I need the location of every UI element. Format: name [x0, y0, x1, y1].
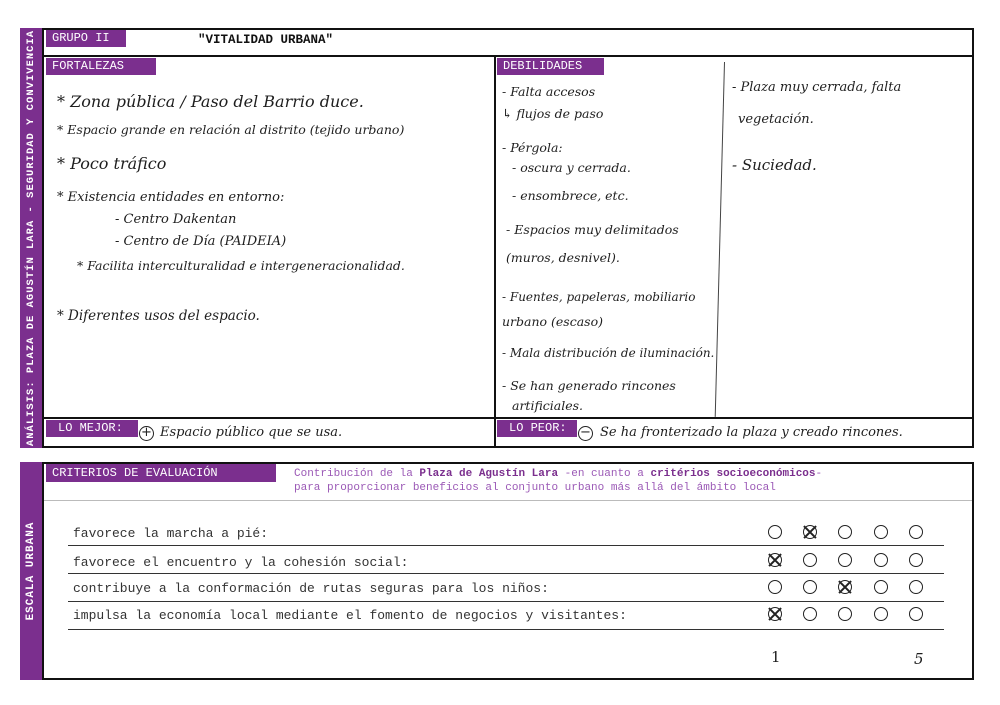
scale-max-label: 5 [914, 650, 924, 668]
rating-circle[interactable] [838, 525, 852, 539]
rating-circle[interactable] [803, 607, 817, 621]
side-strip-escala [20, 462, 42, 680]
rating-circle-marked[interactable] [768, 607, 782, 621]
debilidad-note: - Mala distribución de iluminación. [502, 346, 715, 360]
criterios-description-line2: para proporcionar beneficios al conjunto urbano más allá del ámbito local [294, 482, 776, 494]
debilidad-note: - Suciedad. [732, 156, 817, 174]
row-divider [68, 545, 944, 546]
side-strip-analysis [20, 28, 42, 448]
debilidad-note: - oscura y cerrada. [512, 160, 631, 175]
fortaleza-note: * Espacio grande en relación al distrito (tejido urbano) [57, 122, 405, 137]
rating-circle[interactable] [803, 580, 817, 594]
criterion-text: impulsa la economía local mediante el fomento de negocios y visitantes: [73, 608, 627, 623]
debilidad-note: - ensombrece, etc. [512, 188, 629, 203]
plus-icon: + [139, 426, 154, 441]
criterios-header-rule [44, 500, 972, 501]
rating-circle[interactable] [768, 580, 782, 594]
debilidad-note: urbano (escaso) [502, 314, 603, 329]
row-divider [68, 601, 944, 602]
fortaleza-note: * Facilita interculturalidad e intergeneracionalidad. [77, 258, 405, 273]
scale-min-label: 1 [771, 648, 781, 666]
debilidad-note: - Falta accesos [502, 84, 596, 99]
fortaleza-note: * Diferentes usos del espacio. [57, 308, 260, 324]
fortaleza-note: - Centro de Día (PAIDEIA) [115, 234, 287, 249]
fortaleza-note: * Poco tráfico [57, 154, 167, 173]
fortaleza-note: * Zona pública / Paso del Barrio duce. [57, 92, 364, 111]
lo-peor-label: LO PEOR: [497, 420, 577, 437]
debilidad-note: ↳ flujos de paso [502, 106, 604, 121]
criterios-description [294, 467, 822, 495]
rating-circle[interactable] [838, 553, 852, 567]
side-strip-analysis-text: ANÁLISIS: PLAZA DE AGUSTÍN LARA - SEGURIDAD Y CONVIVENCIA [25, 29, 37, 447]
rating-circle[interactable] [838, 607, 852, 621]
fortalezas-label: FORTALEZAS [46, 58, 156, 75]
lo-peor-note: Se ha fronterizado la plaza y creado rincones. [600, 425, 903, 440]
minus-icon: − [578, 426, 593, 441]
debilidad-note: - Se han generado rincones [502, 378, 676, 393]
rating-circle-marked[interactable] [768, 553, 782, 567]
debilidad-note: (muros, desnivel). [506, 250, 620, 265]
rating-circle[interactable] [909, 607, 923, 621]
rating-circle[interactable] [874, 607, 888, 621]
criterios-description-line1: Contribución de la Plaza de Agustín Lara -en cuanto a critérios socioeconómicos- [294, 468, 823, 480]
rating-circle[interactable] [874, 580, 888, 594]
bottom-row-divider [44, 417, 972, 419]
rating-circle[interactable] [874, 553, 888, 567]
debilidad-note: artificiales. [512, 398, 584, 413]
header-divider [44, 55, 972, 57]
fortaleza-note: * Existencia entidades en entorno: [57, 190, 285, 205]
rating-circle-marked[interactable] [803, 525, 817, 539]
rating-circle[interactable] [768, 525, 782, 539]
debilidad-note: - Pérgola: [502, 140, 563, 155]
criterion-text: contribuye a la conformación de rutas seguras para los niños: [73, 581, 549, 596]
debilidades-label: DEBILIDADES [497, 58, 604, 75]
side-strip-escala-text: ESCALA URBANA [25, 521, 37, 621]
debilidad-note: vegetación. [738, 112, 814, 127]
criterios-label: CRITERIOS DE EVALUACIÓN [46, 464, 276, 482]
rating-circle[interactable] [909, 580, 923, 594]
column-divider [494, 56, 496, 446]
criterion-text: favorece la marcha a pié: [73, 526, 269, 541]
rating-circle-marked[interactable] [838, 580, 852, 594]
rating-circle[interactable] [803, 553, 817, 567]
group-title: "VITALIDAD URBANA" [198, 33, 334, 47]
debilidad-note: - Fuentes, papeleras, mobiliario [502, 290, 696, 304]
debilidad-note: - Espacios muy delimitados [506, 222, 679, 237]
group-label: GRUPO II [46, 30, 126, 47]
lo-mejor-note: Espacio público que se usa. [160, 425, 343, 440]
fortaleza-note: - Centro Dakentan [115, 212, 237, 227]
row-divider [68, 629, 944, 630]
rating-circle[interactable] [909, 553, 923, 567]
row-divider [68, 573, 944, 574]
debilidad-note: - Plaza muy cerrada, falta [732, 80, 902, 95]
rating-circle[interactable] [874, 525, 888, 539]
criterion-text: favorece el encuentro y la cohesión social: [73, 555, 409, 570]
lo-mejor-label: LO MEJOR: [46, 420, 138, 437]
rating-circle[interactable] [909, 525, 923, 539]
